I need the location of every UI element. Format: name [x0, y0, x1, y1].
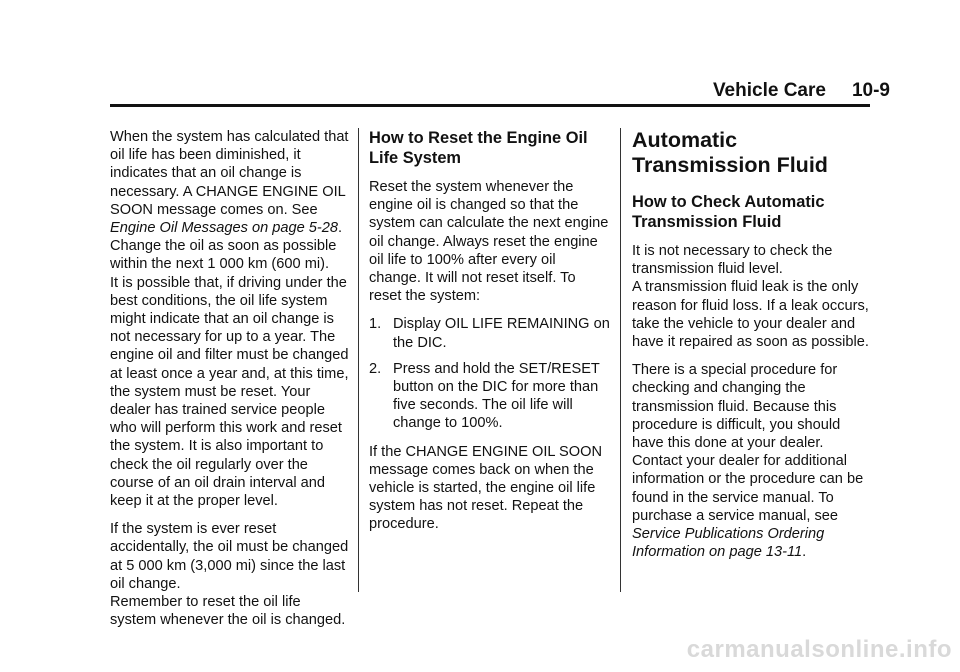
- column-divider: [620, 128, 621, 592]
- paragraph: Remember to reset the oil life system whenever the oil is changed.: [110, 594, 346, 629]
- section-title: Vehicle Care: [712, 80, 826, 101]
- text: Contact your dealer for additional information or the procedure can be found in the service manual. To purchase a service manual, see: [632, 453, 864, 524]
- step-number: 1.: [369, 316, 382, 333]
- text: When the system has calculated that oil life has been diminished, it indicates that an oil change is necessary. A CHANGE ENGINE OIL SOON message comes on. See: [110, 129, 349, 218]
- paragraph: A transmission fluid leak is the only reason for fluid loss. If a leak occurs, take the vehicle to your dealer and have it repaired as soon as possible.: [632, 279, 869, 351]
- step-text: Display OIL LIFE REMAINING on the DIC.: [393, 316, 610, 351]
- paragraph: There is a special procedure for checking and changing the transmission fluid. Because this procedure is difficult, you should have this done at your dealer.: [632, 362, 841, 452]
- list-item: [369, 360, 611, 433]
- chapter-heading: Automatic Transmission Fluid: [632, 128, 828, 177]
- cross-reference-link[interactable]: Engine Oil Messages on page 5-28: [110, 220, 338, 237]
- paragraph: Reset the system whenever the engine oil is changed so that the system can calculate the next engine oil change. Always reset the engine oil life to 100% after every oil change. It will not reset itself. To reset the system:: [369, 179, 609, 305]
- paragraph: [110, 128, 350, 237]
- list-item: [369, 315, 611, 351]
- paragraph: If the system is ever reset accidentally, the oil must be changed at 5 000 km (3,000 mi) since the last oil change.: [110, 521, 349, 592]
- page-header: [713, 80, 890, 102]
- section-heading: How to Check Automatic Transmission Fluid: [632, 193, 825, 231]
- header-rule: [110, 104, 870, 107]
- column-2: [369, 128, 611, 544]
- cross-reference-link[interactable]: Service Publications Ordering Information on page 13-11: [632, 526, 825, 561]
- steps-list: [369, 315, 611, 432]
- text: .: [802, 544, 807, 561]
- paragraph: If the CHANGE ENGINE OIL SOON message comes back on when the vehicle is started, the engine oil life system has not reset. Repeat the procedure.: [369, 443, 603, 533]
- text: .: [337, 220, 343, 237]
- page-number: 10-9: [851, 80, 890, 101]
- column-3: [632, 128, 870, 571]
- step-number: 2.: [369, 360, 382, 377]
- paragraph: Change the oil as soon as possible within the next 1 000 km (600 mi).: [110, 238, 337, 273]
- paragraph: It is not necessary to check the transmission fluid level.: [632, 243, 833, 278]
- site-watermark: carmanualsonline.info: [686, 636, 952, 663]
- section-heading: How to Reset the Engine Oil Life System: [369, 129, 588, 167]
- step-text: Press and hold the SET/RESET button on the DIC for more than five seconds. The oil life will change to 100%.: [393, 360, 600, 432]
- paragraph: It is possible that, if driving under the best conditions, the oil life system might indicate that an oil change is not necessary for up to a year. The engine oil and filter must be changed at least once a year and, at this time, the system must be reset. Your dealer has trained service people who will perform this work and reset the system. It is also important to check the oil regularly over the course of an oil drain interval and keep it at the proper level.: [110, 274, 349, 510]
- column-divider: [358, 128, 359, 592]
- column-1: [110, 128, 350, 639]
- paragraph: [632, 452, 870, 561]
